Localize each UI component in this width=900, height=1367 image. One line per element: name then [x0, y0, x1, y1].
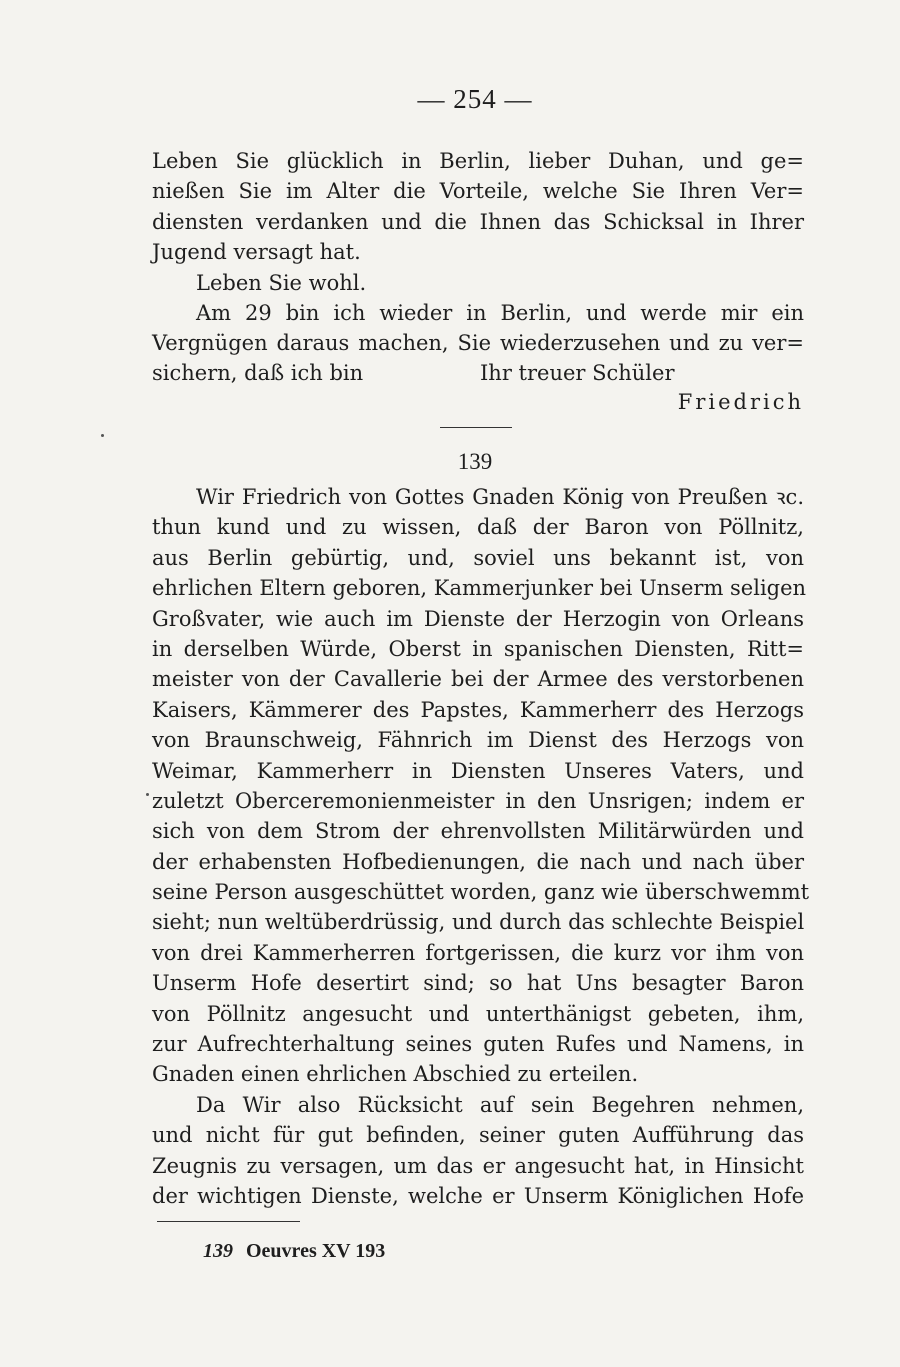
- text-line: Großvater, wie auch im Dienste der Herzogin von Orleans: [152, 606, 804, 631]
- text-line: thun kund und zu wissen, daß der Baron von Pöllnitz,: [152, 515, 804, 540]
- text-line: Weimar, Kammerherr in Diensten Unseres Vaters, und: [152, 758, 804, 783]
- text-line: Leben Sie glücklich in Berlin, lieber Duhan, und ge=: [152, 149, 804, 173]
- text-line: Kaisers, Kämmerer des Papstes, Kammerherr des Herzogs: [152, 697, 804, 722]
- section-separator: [440, 427, 512, 428]
- text-line: Gnaden einen ehrlichen Abschied zu erteilen.: [152, 1062, 639, 1087]
- text-line: Jugend versagt hat.: [152, 240, 361, 265]
- text-line: seine Person ausgeschüttet worden, ganz wie überschwemmt: [152, 880, 810, 905]
- document-139-body: [152, 482, 810, 1211]
- text-line: in derselben Würde, Oberst in spanischen Diensten, Ritt=: [152, 636, 804, 661]
- footnote-text: Oeuvres XV 193: [246, 1240, 386, 1262]
- text-line: von Pöllnitz angesucht und unterthänigst gebeten, ihm,: [152, 1001, 804, 1026]
- text-line: sich von dem Strom der ehrenvollsten Militärwürden und: [152, 819, 804, 844]
- text-line: aus Berlin gebürtig, und, soviel uns bekannt ist, von: [152, 545, 804, 570]
- text-line: von drei Kammerherren fortgerissen, die kurz vor ihm von: [152, 940, 804, 965]
- text-line: ehrlichen Eltern geboren, Kammerjunker bei Unserm seligen: [152, 576, 807, 601]
- text-line: Unserm Hofe desertirt sind; so hat Uns besagter Baron: [152, 971, 804, 996]
- text-line: meister von der Cavallerie bei der Armee des verstorbenen: [152, 667, 804, 692]
- text-line: der erhabensten Hofbedienungen, die nach und nach über: [152, 849, 804, 874]
- scan-speck: [101, 434, 104, 437]
- closing-phrase: Ihr treuer Schüler: [480, 361, 675, 385]
- text-line: zuletzt Oberceremonienmeister in den Unsrigen; indem er: [152, 788, 804, 813]
- text-line: und nicht für gut befinden, seiner guten Aufführung das: [152, 1123, 804, 1148]
- text-line: Wir Friedrich von Gottes Gnaden König von Preußen ꝛc.: [196, 485, 804, 509]
- letter-body: [152, 146, 804, 359]
- footnote: [203, 1240, 385, 1263]
- text-line: nießen Sie im Alter die Vorteile, welche Sie Ihren Ver=: [152, 179, 804, 204]
- footnote-ref: 139: [203, 1240, 233, 1262]
- text-line: von Braunschweig, Fähnrich im Dienst des Herzogs von: [152, 728, 804, 753]
- signature: Friedrich: [677, 390, 804, 414]
- text-line: zur Aufrechterhaltung seines guten Rufes und Namens, in: [152, 1032, 804, 1057]
- text-line: Da Wir also Rücksicht auf sein Begehren nehmen,: [196, 1092, 804, 1117]
- text-line: Zeugnis zu versagen, um das er angesucht hat, in Hinsicht: [152, 1153, 804, 1178]
- text-line: Am 29 bin ich wieder in Berlin, und werde mir ein: [196, 300, 804, 325]
- text-line: der wichtigen Dienste, welche er Unserm Königlichen Hofe: [152, 1183, 804, 1208]
- text-line: Leben Sie wohl.: [196, 270, 367, 295]
- section-number: 139: [457, 449, 493, 474]
- text-line: diensten verdanken und die Ihnen das Schicksal in Ihrer: [152, 209, 804, 234]
- closing-text: sichern, daß ich bin: [152, 361, 364, 385]
- text-line: sieht; nun weltüberdrüssig, und durch das schlechte Beispiel: [152, 910, 805, 935]
- text-line: Vergnügen daraus machen, Sie wiederzusehen und zu ver=: [152, 331, 804, 356]
- scan-speck: [146, 793, 149, 796]
- page-number: — 254 —: [417, 84, 533, 114]
- footnote-rule: [157, 1221, 300, 1222]
